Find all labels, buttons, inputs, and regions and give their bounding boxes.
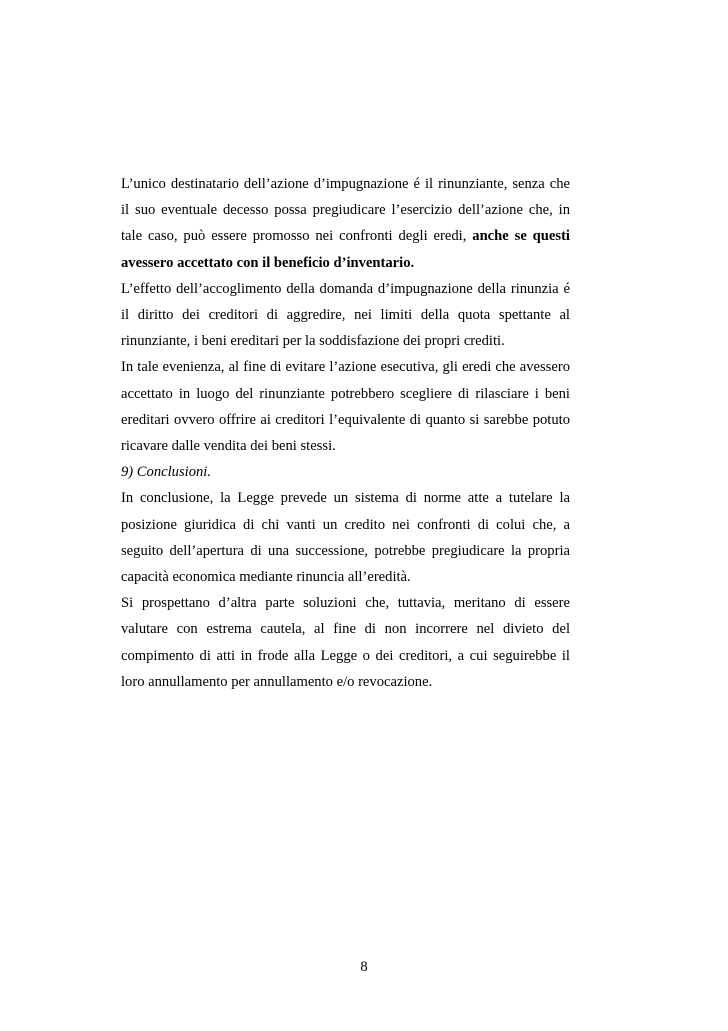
- page-number: 8: [360, 959, 368, 975]
- document-body: [121, 171, 570, 695]
- paragraph-conclusione: In conclusione, la Legge prevede un sistema di norme atte a tutelare la posizione giuridica di chi vanti un credito nei confronti di colui che, a seguito dell’apertura di una successione, potrebbe pregiudicare la propria capacità economica mediante rinuncia all’eredità.: [121, 490, 570, 586]
- paragraph-destinatario-text: L’unico destinatario dell’azione d’impugnazione é il rinunziante, senza che il suo eventuale decesso possa pregiudicare l’esercizio dell’azione che, in tale caso, può essere promosso nei confronti degli eredi,: [121, 176, 570, 245]
- paragraph-destinatario-bold-text: anche se questi avessero accettato con il beneficio d’inventario.: [121, 228, 570, 271]
- paragraph-soluzioni: Si prospettano d’altra parte soluzioni che, tuttavia, meritano di essere valutare con estrema cautela, al fine di non incorrere nel divieto del compimento di atti in frode alla Legge o dei creditori, a cui seguirebbe il loro annullamento per annullamento e/o revocazione.: [121, 595, 570, 690]
- paragraph-destinatario: [121, 171, 570, 276]
- section-heading-conclusioni: 9) Conclusioni.: [121, 464, 211, 481]
- paragraph-evenienza: In tale evenienza, al fine di evitare l’azione esecutiva, gli eredi che avessero accettato in luogo del rinunziante potrebbero scegliere di rilasciare i beni ereditari ovvero offrire ai creditori l’equivalente di quanto si sarebbe potuto ricavare dalle vendita dei beni stessi.: [121, 359, 570, 455]
- paragraph-effetto: L’effetto dell’accoglimento della domanda d’impugnazione della rinunzia é il diritto dei creditori di aggredire, nei limiti della quota spettante al rinunziante, i beni ereditari per la soddisfazione dei propri crediti.: [121, 280, 570, 350]
